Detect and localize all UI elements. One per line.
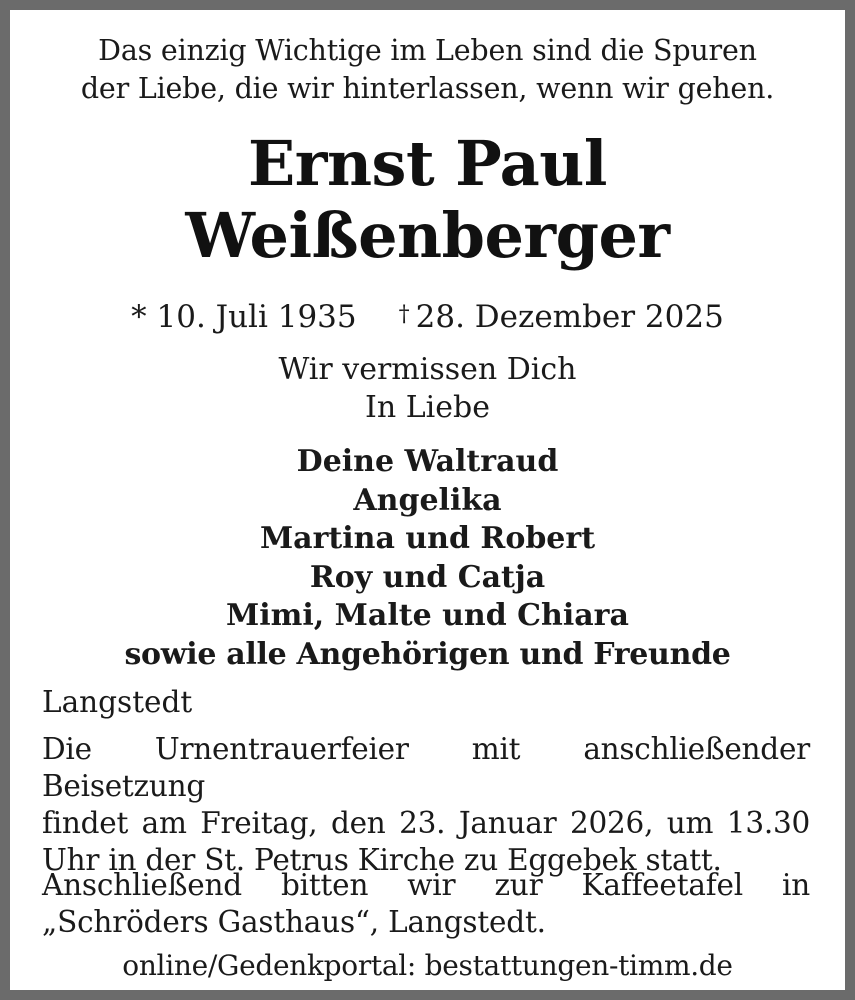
death-date: 28. Dezember 2025 [415, 299, 724, 335]
dagger-icon: † [398, 302, 410, 327]
coffee-line-2: „Schröders Gasthaus“, Langstedt. [42, 905, 546, 939]
coffee-line-1: Anschließend bitten wir zur Kaffeetafel in [42, 868, 810, 902]
place-name: Langstedt [42, 685, 193, 719]
family-member: Martina und Robert [259, 521, 596, 557]
service-notice [42, 731, 810, 879]
family-list [10, 443, 845, 675]
deceased-first-names: Ernst Paul [248, 127, 607, 200]
family-member: sowie alle Angehörigen und Freunde [124, 636, 731, 672]
family-member: Deine Waltraud [296, 444, 559, 479]
family-member: Roy und Catja [309, 559, 546, 595]
online-memorial-link: online/Gedenkportal: bestattungen-timm.de [122, 949, 733, 982]
motto-line-2: der Liebe, die wir hinterlassen, wenn wir gehen. [80, 72, 775, 105]
life-dates [10, 295, 845, 337]
birth-date: * 10. Juli 1935 [131, 299, 357, 335]
service-line-1: Die Urnentrauerfeier mit anschließender Beisetzung [42, 732, 810, 803]
service-line-2: findet am Freitag, den 23. Januar 2026, um 13.30 [42, 806, 810, 840]
deceased-surname: Weißenberger [185, 199, 670, 272]
coffee-notice [42, 867, 810, 941]
motto [10, 32, 845, 108]
in-love-text: In Liebe [365, 390, 490, 425]
miss-you-text: Wir vermissen Dich [278, 352, 577, 387]
family-member: Mimi, Malte und Chiara [226, 598, 629, 634]
service-line-3: Uhr in der St. Petrus Kirche zu Eggebek statt. [42, 843, 722, 877]
obituary-content [10, 10, 845, 990]
motto-line-1: Das einzig Wichtige im Leben sind die Spuren [98, 34, 757, 67]
family-member: Angelika [353, 482, 502, 518]
